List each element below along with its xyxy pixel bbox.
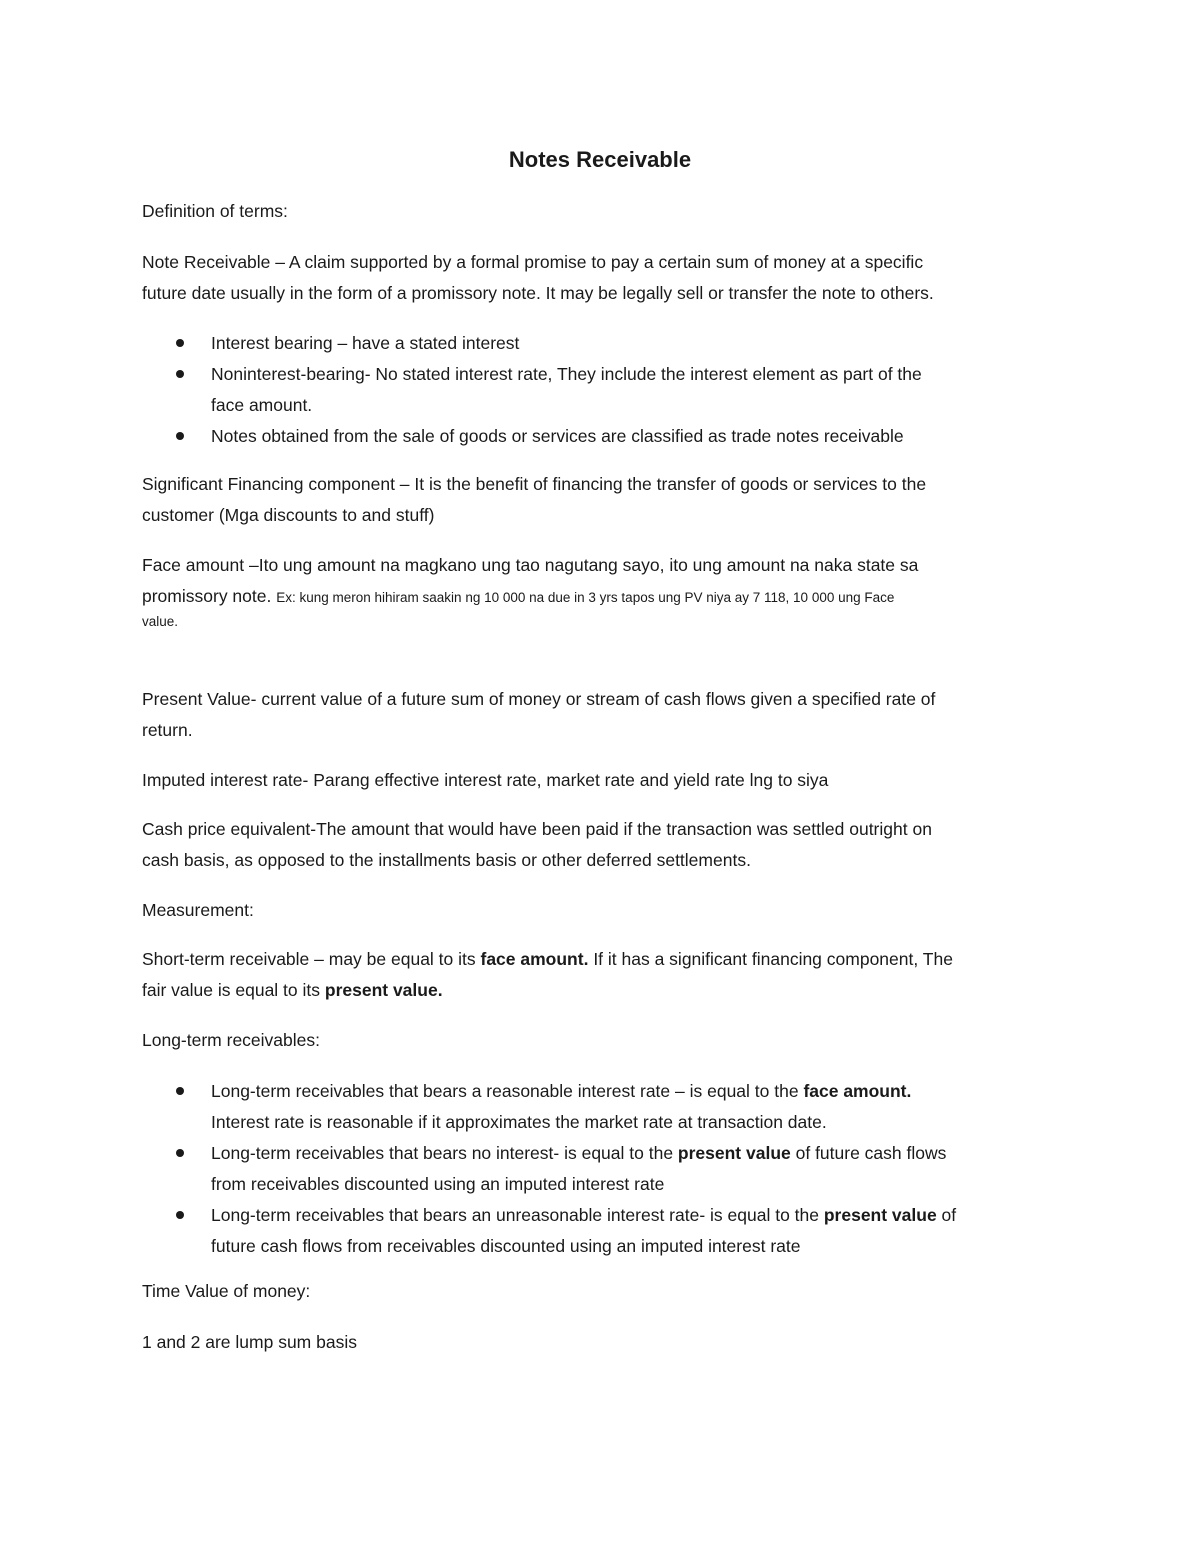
face-amount-definition xyxy=(142,550,1062,631)
page-title: Notes Receivable xyxy=(508,147,692,172)
list-item-text: future cash flows from receivables discounted using an imputed interest rate xyxy=(211,1236,801,1256)
significant-financing-definition xyxy=(142,469,1062,531)
list-item-emphasis: present value xyxy=(677,1143,791,1163)
list-item-text: Noninterest-bearing- No stated interest rate, They include the interest element as part of the xyxy=(211,364,922,384)
note-receivable-line-1: Note Receivable – A claim supported by a formal promise to pay a certain sum of money at a specific xyxy=(142,252,924,272)
lump-sum-text: 1 and 2 are lump sum basis xyxy=(142,1332,357,1352)
note-types-list xyxy=(142,328,1062,452)
list-item-text: Long-term receivables that bears an unreasonable interest rate- is equal to the xyxy=(211,1205,824,1225)
definition-heading: Definition of terms: xyxy=(142,201,288,221)
note-receivable-line-2: future date usually in the form of a promissory note. It may be legally sell or transfer the note to others. xyxy=(142,283,934,303)
short-term-text: Short-term receivable – may be equal to its xyxy=(142,949,481,969)
list-item xyxy=(142,421,1062,452)
present-value-line-1: Present Value- current value of a future sum of money or stream of cash flows given a specified rate of xyxy=(142,689,936,709)
list-item-text: face amount. xyxy=(211,395,313,415)
imputed-rate-definition: Imputed interest rate- Parang effective interest rate, market rate and yield rate lng to siya xyxy=(142,770,829,790)
significant-financing-line-1: Significant Financing component – It is the benefit of financing the transfer of goods or services to the xyxy=(142,474,927,494)
list-item-text: Interest bearing – have a stated interest xyxy=(211,333,520,353)
list-item-emphasis: present value xyxy=(823,1205,937,1225)
face-amount-line-2: promissory note. xyxy=(142,586,272,606)
face-amount-example-end: value. xyxy=(142,614,179,629)
list-item xyxy=(142,328,1062,359)
measurement-heading: Measurement: xyxy=(142,900,254,920)
list-item-emphasis: face amount. xyxy=(803,1081,912,1101)
list-item xyxy=(142,1200,1062,1262)
face-amount-line-1: Face amount –Ito ung amount na magkano ung tao nagutang sayo, ito ung amount na naka state sa xyxy=(142,555,919,575)
list-item-text: from receivables discounted using an imputed interest rate xyxy=(211,1174,665,1194)
cash-price-line-2: cash basis, as opposed to the installments basis or other deferred settlements. xyxy=(142,850,751,870)
cash-price-line-1: Cash price equivalent-The amount that would have been paid if the transaction was settled outright on xyxy=(142,819,932,839)
bullet-icon xyxy=(176,1087,184,1095)
bullet-icon xyxy=(176,370,184,378)
long-term-heading: Long-term receivables: xyxy=(142,1030,320,1050)
present-value-definition xyxy=(142,684,1062,746)
short-term-text: fair value is equal to its xyxy=(142,980,325,1000)
present-value-line-2: return. xyxy=(142,720,193,740)
face-amount-emphasis: face amount. xyxy=(480,949,589,969)
bullet-icon xyxy=(176,432,184,440)
list-item-text: Long-term receivables that bears a reasonable interest rate – is equal to the xyxy=(211,1081,804,1101)
bullet-icon xyxy=(176,339,184,347)
present-value-emphasis: present value. xyxy=(324,980,443,1000)
long-term-list xyxy=(142,1076,1062,1262)
note-receivable-definition xyxy=(142,247,1062,309)
list-item-text: Interest rate is reasonable if it approximates the market rate at transaction date. xyxy=(211,1112,827,1132)
significant-financing-line-2: customer (Mga discounts to and stuff) xyxy=(142,505,435,525)
list-item xyxy=(142,359,1062,421)
list-item-text: of xyxy=(936,1205,957,1225)
short-term-receivable xyxy=(142,944,1062,1006)
face-amount-example: Ex: kung meron hihiram saakin ng 10 000 na due in 3 yrs tapos ung PV niya ay 7 118, 10 000 ung Face xyxy=(276,590,895,605)
bullet-icon xyxy=(176,1211,184,1219)
time-value-heading: Time Value of money: xyxy=(142,1281,311,1301)
list-item xyxy=(142,1138,1062,1200)
list-item-text: of future cash flows xyxy=(790,1143,947,1163)
bullet-icon xyxy=(176,1149,184,1157)
list-item-text: Long-term receivables that bears no interest- is equal to the xyxy=(211,1143,678,1163)
list-item-text: Notes obtained from the sale of goods or services are classified as trade notes receivable xyxy=(211,426,904,446)
cash-price-definition xyxy=(142,814,1062,876)
list-item xyxy=(142,1076,1062,1138)
short-term-text: If it has a significant financing component, The xyxy=(588,949,953,969)
